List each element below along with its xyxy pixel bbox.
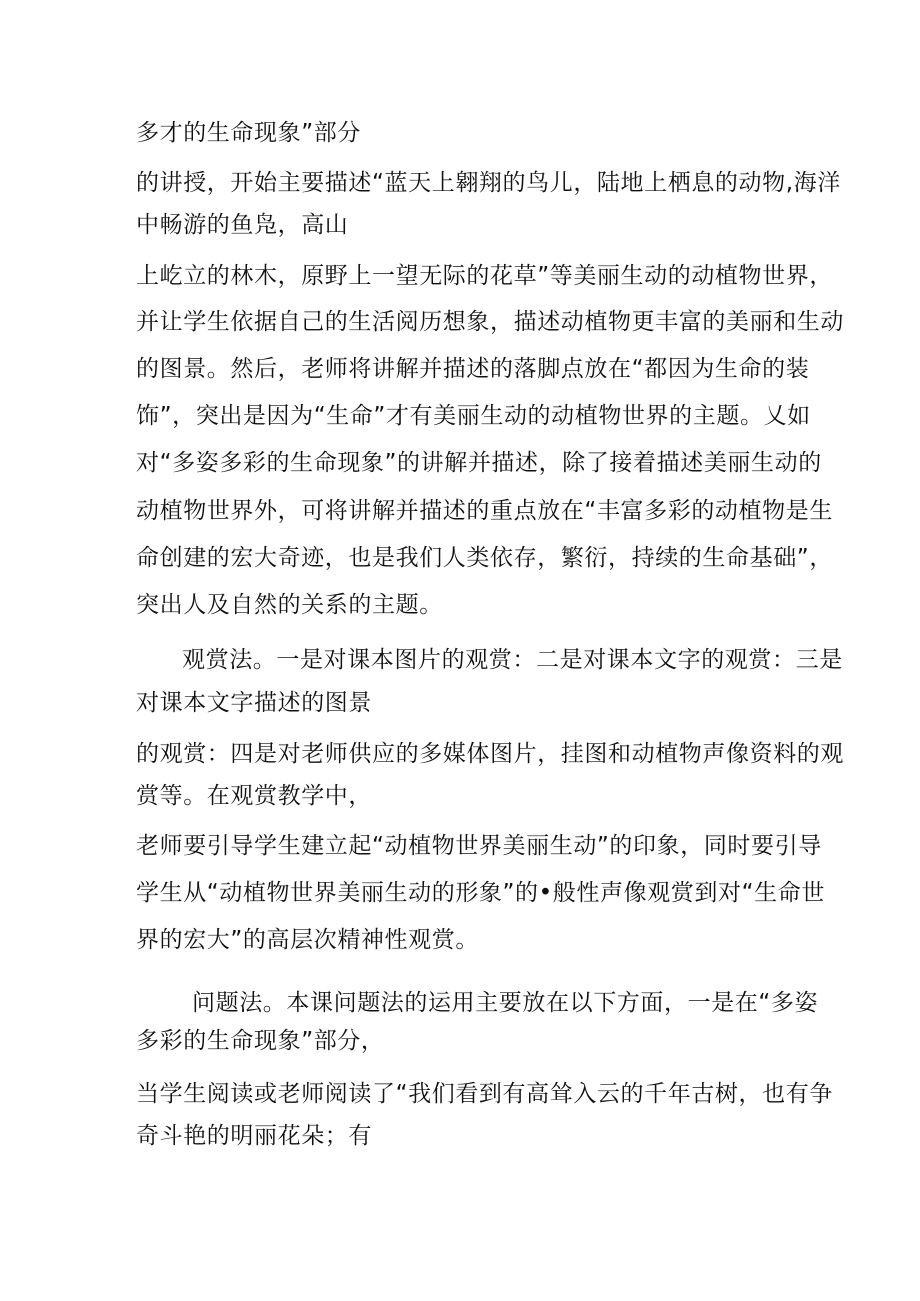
text-line: 命创建的宏大奇迹，也是我们人类依存，繁衍，持续的生命基础”，	[136, 545, 833, 571]
text-line: 赏等。在观赏教学中，	[136, 783, 372, 809]
text-line: 对“多姿多彩的生命现象”的讲解并描述，除了接着描述美丽生动的	[136, 450, 822, 476]
text-line: 对课本文字描述的图景	[136, 690, 372, 716]
text-line: 学生从“动植物世界美丽生动的形象”的•般性声像观赏到对“生命世	[136, 880, 825, 906]
text-line: 奇斗艳的明丽花朵；有	[136, 1123, 372, 1149]
text-line: 的观赏：四是对老师供应的多媒体图片，挂图和动植物声像资料的观	[136, 741, 844, 767]
text-line: 多彩的生命现象”部分，	[136, 1028, 385, 1054]
text-line: 老师要引导学生建立起“动植物世界美丽生动”的印象，同时要引导	[136, 833, 822, 859]
paragraph-first-line: 问题法。本课问题法的运用主要放在以下方面，一是在“多姿	[192, 990, 819, 1016]
text-line: 中畅游的鱼凫，高山	[136, 212, 349, 238]
text-line: 的图景。然后，老师将讲解并描述的落脚点放在“都因为生命的装	[136, 356, 810, 382]
text-line: 当学生阅读或老师阅读了“我们看到有高耸入云的千年古树，也有争	[136, 1081, 833, 1107]
text-line: 并让学生依据自己的生活阅历想象，描述动植物更丰富的美丽和生动	[136, 309, 844, 335]
text-line: 上屹立的林木，原野上一望无际的花草”等美丽生动的动植物世界，	[136, 263, 833, 289]
paragraph-first-line: 观赏法。一是对课本图片的观赏：二是对课本文字的观赏：三是	[182, 647, 843, 673]
text-line: 界的宏大”的高层次精神性观赏。	[136, 927, 479, 953]
text-line: 多才的生命现象”部分	[136, 120, 361, 146]
text-line: 突出人及自然的关系的主题。	[136, 592, 443, 618]
text-line: 饰”，突出是因为“生命”才有美丽生动的动植物世界的主题。乂如	[136, 403, 811, 429]
text-line: 的讲授，开始主要描述“蓝天上翱翔的鸟儿，陆地上栖息的动物,海洋	[136, 170, 841, 196]
text-line: 动植物世界外，可将讲解并描述的重点放在“丰富多彩的动植物是生	[136, 498, 833, 524]
